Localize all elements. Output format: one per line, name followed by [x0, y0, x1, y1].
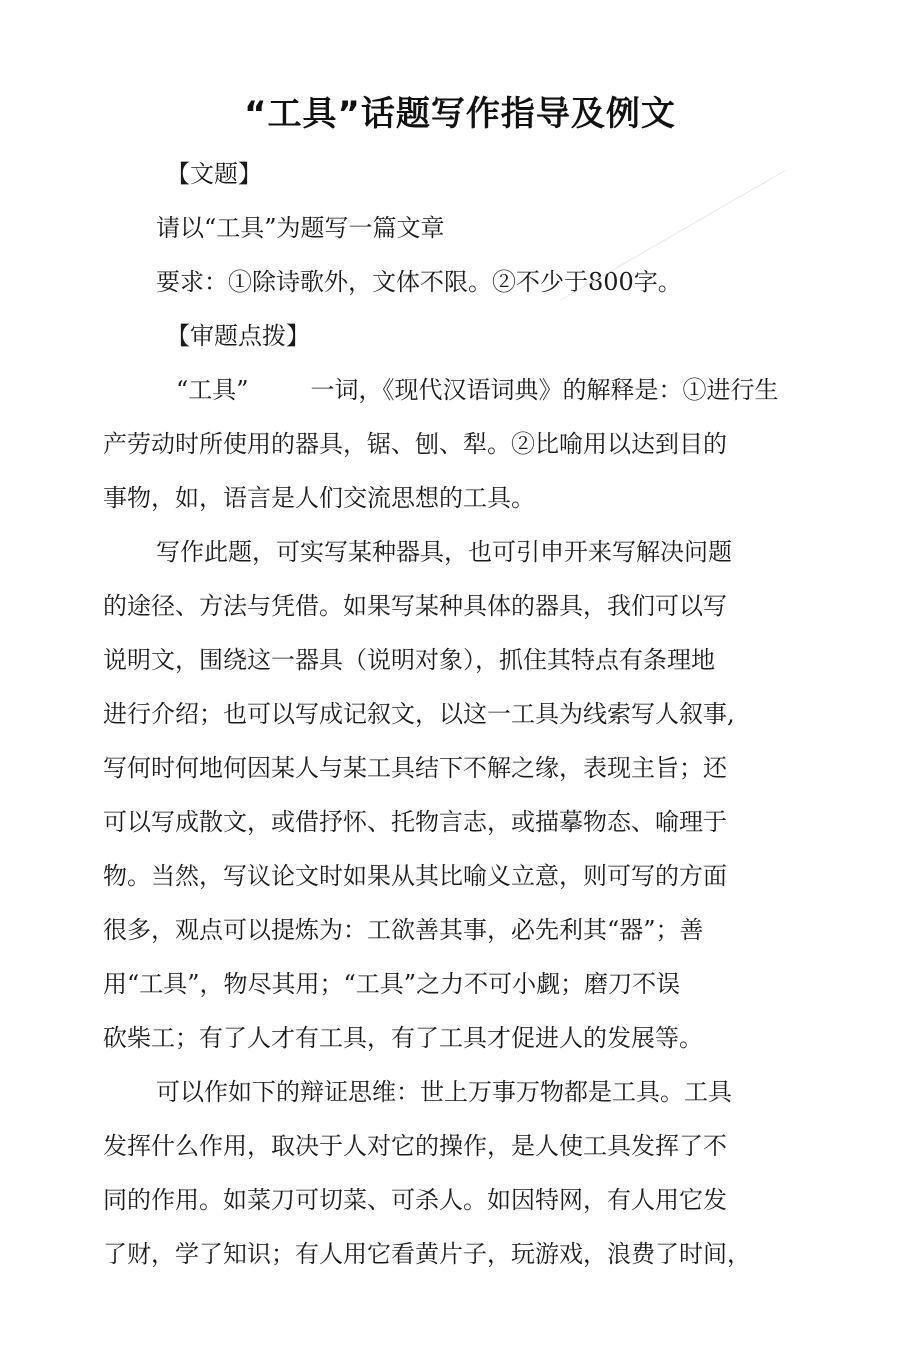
- para3-line: 了财，学了知识；有人用它看黄片子，玩游戏，浪费了时间，: [103, 1240, 751, 1268]
- para2-line: 写何时何地何因某人与某工具结下不解之缘，表现主旨；还: [103, 754, 727, 782]
- para1-lead-term: “工具”: [176, 376, 249, 404]
- para3-line: 发挥什么作用，取决于人对它的操作，是人使工具发挥了不: [103, 1132, 727, 1160]
- para2-line: 很多，观点可以提炼为：工欲善其事，必先利其“器”；善: [103, 916, 704, 944]
- topic-heading: 【文题】: [166, 160, 262, 188]
- para2-line: 可以写成散文，或借抒怀、托物言志，或描摹物态、喻理于: [103, 808, 727, 836]
- para3-line: 可以作如下的辩证思维：世上万事万物都是工具。工具: [156, 1078, 732, 1106]
- para1-line: 产劳动时所使用的器具，锯、刨、犁。②比喻用以达到目的: [103, 430, 727, 458]
- para2-line: 说明文，围绕这一器具（说明对象），抓住其特点有条理地: [103, 646, 715, 674]
- para2-line: 砍柴工；有了人才有工具，有了工具才促进人的发展等。: [103, 1024, 703, 1052]
- para2-line: 写作此题，可实写某种器具，也可引申开来写解决问题: [156, 538, 732, 566]
- document-title: “工具”话题写作指导及例文: [244, 94, 676, 134]
- para1-lead-rest: 一词，《现代汉语词典》的解释是：①进行生: [310, 376, 779, 404]
- para2-line: 用“工具”，物尽其用；“工具”之力不可小觑；磨刀不误: [103, 970, 681, 998]
- analysis-heading: 【审题点拨】: [166, 322, 310, 350]
- para2-line: 进行介绍；也可以写成记叙文，以这一工具为线索写人叙事,: [103, 700, 735, 728]
- para2-line: 的途径、方法与凭借。如果写某种具体的器具，我们可以写: [103, 592, 727, 620]
- para1-first-line: [176, 374, 779, 406]
- topic-requirements: 要求：①除诗歌外，文体不限。②不少于800字。: [156, 268, 682, 296]
- para2-line: 物。当然，写议论文时如果从其比喻义立意，则可写的方面: [103, 862, 727, 890]
- para1-line: 事物，如，语言是人们交流思想的工具。: [103, 484, 535, 512]
- para3-line: 同的作用。如菜刀可切菜、可杀人。如因特网，有人用它发: [103, 1186, 727, 1214]
- topic-prompt: 请以“工具”为题写一篇文章: [156, 214, 445, 242]
